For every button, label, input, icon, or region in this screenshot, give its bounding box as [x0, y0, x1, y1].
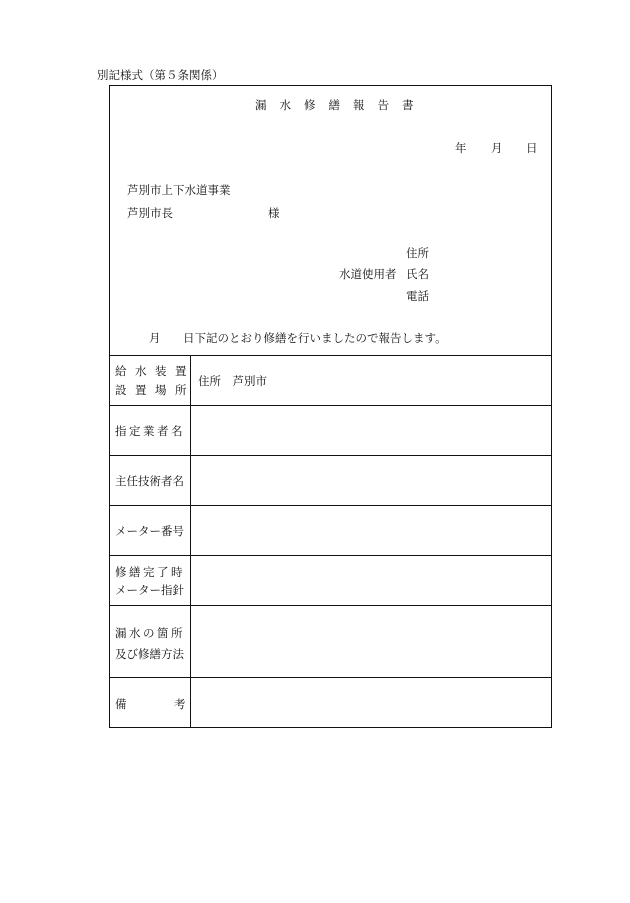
addressee-mayor: 芦別市長: [127, 206, 173, 220]
table-top-divider: [109, 355, 552, 356]
row-divider: [109, 455, 552, 456]
message-month: 月: [149, 331, 161, 345]
row-label-install-location-2: 設置場所: [115, 383, 195, 397]
row-label-remarks-1: 備: [115, 697, 127, 711]
addressee-honorific: 様: [268, 206, 280, 220]
form-note: 別記様式（第５条関係）: [97, 68, 224, 82]
report-title: 漏水修繕報告書: [255, 98, 427, 112]
row-label-leak-location-2: 及び修繕方法: [115, 647, 184, 661]
row-value-install-location: 住所 芦別市: [198, 374, 267, 388]
column-divider: [190, 355, 191, 728]
date-month-label: 月: [491, 141, 503, 155]
date-year-label: 年: [455, 141, 467, 155]
row-label-meter-reading-2: メーター指針: [115, 583, 184, 597]
row-label-contractor: 指定業者名: [115, 424, 185, 438]
row-divider: [109, 605, 552, 606]
row-divider: [109, 677, 552, 678]
row-label-leak-location-1: 漏水の箇所: [115, 626, 185, 640]
sender-address-label: 住所: [406, 246, 429, 260]
addressee-org: 芦別市上下水道事業: [127, 183, 231, 197]
date-day-label: 日: [526, 141, 538, 155]
row-label-meter-number: メーター番号: [115, 524, 184, 538]
row-label-remarks-2: 考: [174, 697, 186, 711]
row-label-install-location-1: 給水装置: [115, 364, 195, 378]
message-body: 日下記のとおり修繕を行いましたので報告します。: [183, 331, 447, 345]
sender-name-label: 氏名: [406, 267, 429, 281]
row-label-chief-engineer: 主任技術者名: [115, 474, 184, 488]
row-divider: [109, 505, 552, 506]
sender-user-label: 水道使用者: [339, 267, 397, 281]
row-divider: [109, 555, 552, 556]
row-divider: [109, 405, 552, 406]
sender-phone-label: 電話: [406, 289, 429, 303]
row-label-meter-reading-1: 修繕完了時: [115, 565, 185, 579]
